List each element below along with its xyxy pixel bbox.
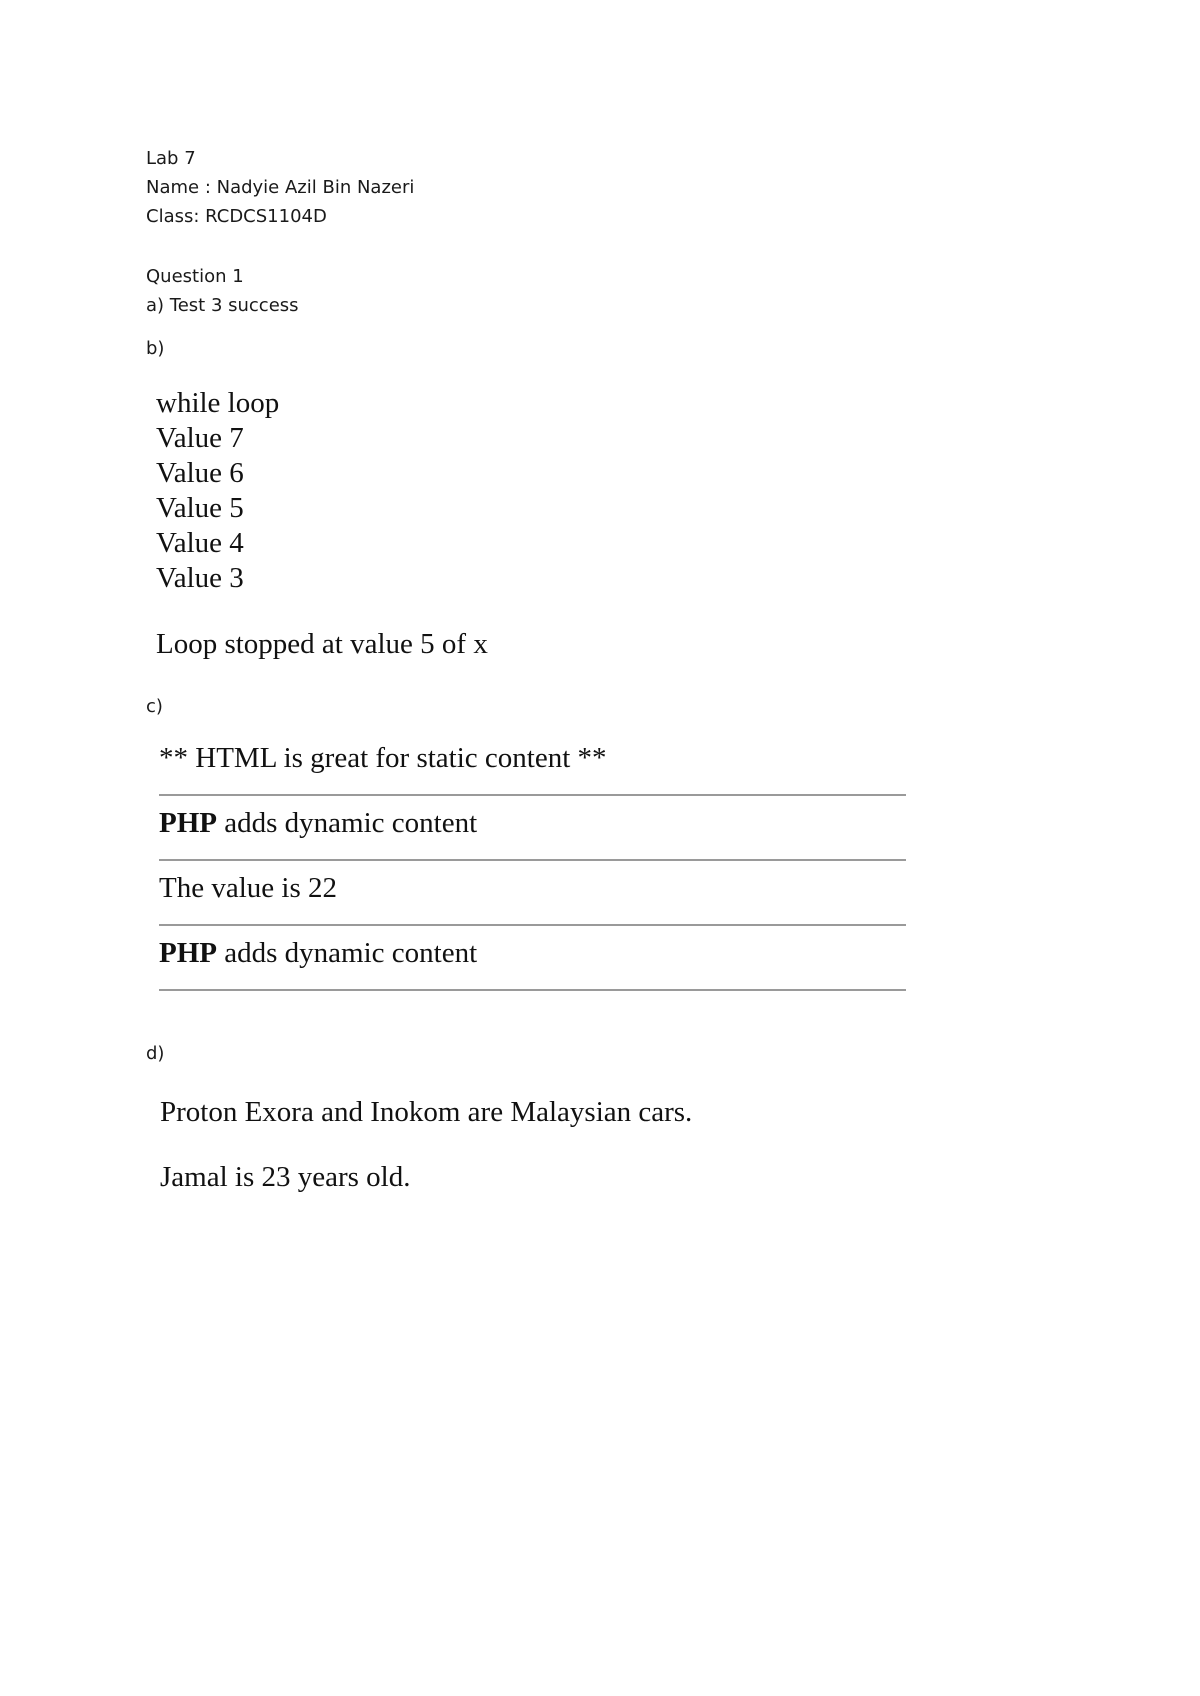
row-text: ** HTML is great for static content ** <box>159 742 607 774</box>
row-text: adds dynamic content <box>217 937 478 969</box>
row-text: adds dynamic content <box>217 807 478 839</box>
question-title: Question 1 <box>146 266 244 287</box>
loop-value-line: Value 4 <box>156 527 244 559</box>
label-b: b) <box>146 338 165 359</box>
row-bold-text: PHP <box>159 937 217 969</box>
loop-value-line: Value 5 <box>156 492 244 524</box>
row-bold-text: PHP <box>159 807 217 839</box>
age-sentence: Jamal is 23 years old. <box>160 1161 411 1193</box>
output-d-screenshot <box>160 1092 692 1197</box>
label-d: d) <box>146 1043 165 1064</box>
output-row <box>159 861 906 926</box>
output-c-screenshot <box>159 738 906 991</box>
label-c: c) <box>146 696 163 717</box>
document-header <box>146 144 414 320</box>
output-row <box>159 926 906 991</box>
output-row <box>159 738 906 796</box>
loop-value-line: Value 6 <box>156 457 244 489</box>
row-text: The value is 22 <box>159 872 337 904</box>
while-loop-heading: while loop <box>156 387 280 419</box>
answer-a: a) Test 3 success <box>146 295 299 316</box>
loop-value-line: Value 7 <box>156 422 244 454</box>
lab-title: Lab 7 <box>146 148 196 169</box>
student-name: Name : Nadyie Azil Bin Nazeri <box>146 177 415 198</box>
student-class: Class: RCDCS1104D <box>146 206 327 227</box>
output-b-screenshot <box>156 386 488 662</box>
cars-sentence: Proton Exora and Inokom are Malaysian cars. <box>160 1096 693 1128</box>
loop-value-line: Value 3 <box>156 562 244 594</box>
output-row <box>159 796 906 861</box>
loop-stop-message: Loop stopped at value 5 of x <box>156 628 488 660</box>
